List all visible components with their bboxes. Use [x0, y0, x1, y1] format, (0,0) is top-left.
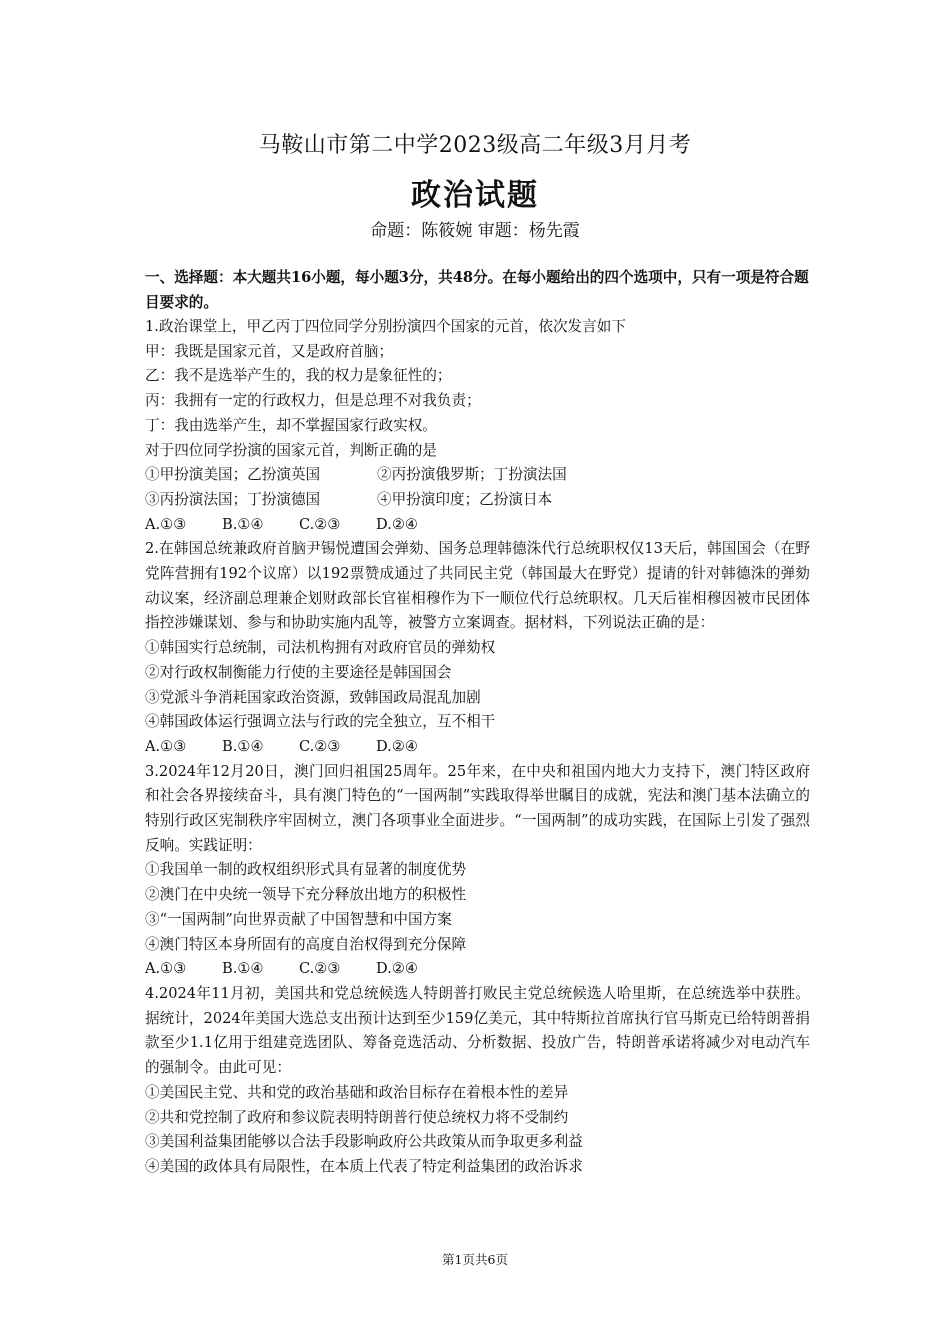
question-3 — [145, 760, 810, 982]
statement: ①美国民主党、共和党的政治基础和政治目标存在着根本性的差异 — [145, 1083, 569, 1101]
question-stem: 2.在韩国总统兼政府首脑尹锡悦遭国会弹劾、国务总理韩德洙代行总统职权仅13天后，韩国国会（在野党阵营拥有192个议席）以192票赞成通过了共同民主党（韩国最大在野党）提请的针对韩德洙的弹劾动议案，经济副总理兼企划财政部长官崔相穆作为下一顺位代行总统职权。几天后崔相穆因被市民团体指控涉嫌谋划、参与和协助实施内乱等，被警方立案调查。据材料，下列说法正确的是： — [145, 540, 810, 632]
option-a: A.①③ — [145, 515, 187, 533]
option-c: C.②③ — [299, 737, 341, 755]
statement: ④甲扮演印度；乙扮演日本 — [377, 490, 553, 508]
question-line: 乙：我不是选举产生的，我的权力是象征性的； — [145, 367, 452, 385]
question-stem: 3.2024年12月20日，澳门回归祖国25周年。25年来，在中央和祖国内地大力支持下，澳门特区政府和社会各界接续奋斗，具有澳门特色的“一国两制”实践取得举世瞩目的成就，宪法和澳门基本法确立的特别行政区宪制秩序牢固树立，澳门各项事业全面进步。“一国两制”的成功实践，在国际上引发了强烈反响。实践证明： — [145, 762, 810, 854]
school-title: 马鞍山市第二中学2023级高二年级3月月考 — [258, 133, 692, 158]
option-d: D.②④ — [376, 737, 418, 755]
question-line: 甲：我既是国家元首，又是政府首脑； — [145, 342, 394, 360]
option-d: D.②④ — [376, 960, 418, 978]
statement: ②共和党控制了政府和参议院表明特朗普行使总统权力将不受制约 — [145, 1108, 569, 1126]
answer-options — [145, 513, 810, 538]
statement: ①甲扮演美国；乙扮演英国 — [145, 466, 321, 484]
statement: ④澳门特区本身所固有的高度自治权得到充分保障 — [145, 935, 467, 953]
option-b: B.①④ — [222, 960, 264, 978]
subject-title: 政治试题 — [411, 178, 539, 213]
statement: ③丙扮演法国；丁扮演德国 — [145, 490, 321, 508]
exam-content — [145, 266, 810, 1180]
option-a: A.①③ — [145, 960, 187, 978]
option-b: B.①④ — [222, 515, 264, 533]
answer-options — [145, 957, 810, 982]
statement: ③“一国两制”向世界贡献了中国智慧和中国方案 — [145, 910, 452, 928]
option-c: C.②③ — [299, 515, 341, 533]
answer-options — [145, 735, 810, 760]
question-line: 丙：我拥有一定的行政权力，但是总理不对我负责； — [145, 392, 481, 410]
question-2 — [145, 537, 810, 759]
option-b: B.①④ — [222, 737, 264, 755]
option-c: C.②③ — [299, 960, 341, 978]
option-a: A.①③ — [145, 737, 187, 755]
option-d: D.②④ — [376, 515, 418, 533]
statement: ②澳门在中央统一领导下充分释放出地方的积极性 — [145, 886, 467, 904]
statement: ③党派斗争消耗国家政治资源，致韩国政局混乱加剧 — [145, 688, 481, 706]
question-line: 对于四位同学扮演的国家元首，判断正确的是 — [145, 441, 437, 459]
statement-row — [145, 463, 810, 488]
statement: ③美国利益集团能够以合法手段影响政府公共政策从而争取更多利益 — [145, 1133, 583, 1151]
question-stem: 1.政治课堂上，甲乙丙丁四位同学分别扮演四个国家的元首，依次发言如下 — [145, 318, 626, 335]
statement: ④韩国政体运行强调立法与行政的完全独立，互不相干 — [145, 713, 496, 731]
statement: ①韩国实行总统制，司法机构拥有对政府官员的弹劾权 — [145, 639, 496, 657]
statement: ②丙扮演俄罗斯；丁扮演法国 — [377, 466, 567, 484]
question-1 — [145, 315, 810, 537]
question-stem: 4.2024年11月初，美国共和党总统候选人特朗普打败民主党总统候选人哈里斯，在总统选举中获胜。据统计，2024年美国大选总支出预计达到至少159亿美元，其中特斯拉首席执行官马斯克已给特朗普捐款至少1.1亿用于组建竞选团队、筹备竞选活动、分析数据、投放广告，特朗普承诺将减少对电动汽车的强制令。由此可见： — [145, 984, 810, 1077]
question-line: 丁：我由选举产生，却不掌握国家行政实权。 — [145, 416, 437, 434]
statement-row — [145, 488, 810, 513]
section-heading: 一、选择题：本大题共16小题，每小题3分，共48分。在每小题给出的四个选项中，只有一项是符合题目要求的。 — [145, 269, 809, 311]
statement: ①我国单一制的政权组织形式具有显著的制度优势 — [145, 861, 467, 879]
question-4 — [145, 982, 810, 1180]
statement: ②对行政权制衡能力行使的主要途径是韩国国会 — [145, 663, 452, 681]
page-footer: 第1页共6页 — [442, 1252, 508, 1267]
statement: ④美国的政体具有局限性，在本质上代表了特定利益集团的政治诉求 — [145, 1157, 583, 1175]
authors-line: 命题：陈筱婉 审题：杨先霞 — [370, 221, 580, 241]
